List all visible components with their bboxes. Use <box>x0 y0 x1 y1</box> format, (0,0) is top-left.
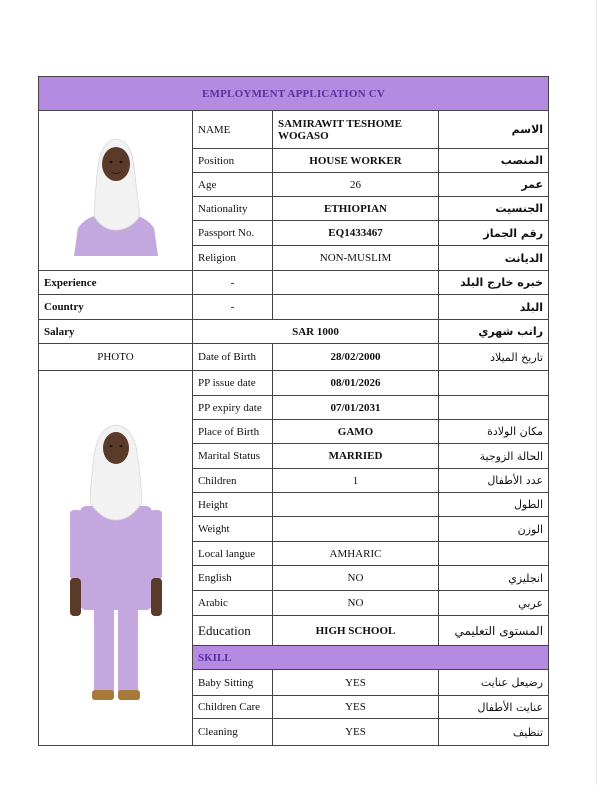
experience-value: - <box>193 271 273 295</box>
cleaning-label-ar: تنظيف <box>439 719 549 746</box>
name-label: NAME <box>193 111 273 149</box>
weight-value <box>273 517 439 542</box>
nationality-label: Nationality <box>193 197 273 221</box>
children-care-label-ar: عنايت الأطفال <box>439 696 549 719</box>
pp-expiry-label: PP expiry date <box>193 396 273 420</box>
children-value: 1 <box>273 469 439 493</box>
passport-label-ar: رقم الجماز <box>439 221 549 246</box>
height-label: Height <box>193 493 273 517</box>
education-label-ar: المستوى التعليمي <box>439 616 549 646</box>
age-label-ar: عمر <box>439 173 549 197</box>
cleaning-value: YES <box>273 719 439 746</box>
country-label-ar: البلد <box>439 295 549 320</box>
religion-value: NON-MUSLIM <box>273 246 439 271</box>
local-lang-label: Local langue <box>193 542 273 566</box>
height-value <box>273 493 439 517</box>
name-label-ar: الاسم <box>439 111 549 149</box>
baby-sitting-label: Baby Sitting <box>193 670 273 696</box>
salary-label: Salary <box>39 320 193 344</box>
arabic-label: Arabic <box>193 591 273 616</box>
pob-label-ar: مكان الولادة <box>439 420 549 444</box>
pp-expiry-value: 07/01/2031 <box>273 396 439 420</box>
height-label-ar: الطول <box>439 493 549 517</box>
children-label-ar: عدد الأطفال <box>439 469 549 493</box>
religion-label-ar: الديانت <box>439 246 549 271</box>
weight-label-ar: الوزن <box>439 517 549 542</box>
local-lang-value: AMHARIC <box>273 542 439 566</box>
children-care-value: YES <box>273 696 439 719</box>
english-label-ar: انجليزي <box>439 566 549 591</box>
english-label: English <box>193 566 273 591</box>
portrait-photo <box>39 111 193 271</box>
weight-label: Weight <box>193 517 273 542</box>
english-value: NO <box>273 566 439 591</box>
skill-header: SKILL <box>193 646 549 670</box>
children-care-label: Children Care <box>193 696 273 719</box>
position-value: HOUSE WORKER <box>273 149 439 173</box>
photo-label: PHOTO <box>39 344 193 371</box>
nationality-label-ar: الجنسيت <box>439 197 549 221</box>
age-value: 26 <box>273 173 439 197</box>
pp-issue-value: 08/01/2026 <box>273 371 439 396</box>
passport-value: EQ1433467 <box>273 221 439 246</box>
dob-label-ar: تاريخ الميلاد <box>439 344 549 371</box>
page-edge-line <box>596 0 597 785</box>
dob-value: 28/02/2000 <box>273 344 439 371</box>
cleaning-label: Cleaning <box>193 719 273 746</box>
experience-label-ar: خبره خارج البلد <box>439 271 549 295</box>
religion-label: Religion <box>193 246 273 271</box>
marital-label: Marital Status <box>193 444 273 469</box>
pp-issue-label: PP issue date <box>193 371 273 396</box>
position-label: Position <box>193 149 273 173</box>
dob-label: Date of Birth <box>193 344 273 371</box>
children-label: Children <box>193 469 273 493</box>
country-value: - <box>193 295 273 320</box>
cv-table <box>38 76 549 746</box>
arabic-value: NO <box>273 591 439 616</box>
marital-value: MARRIED <box>273 444 439 469</box>
country-label: Country <box>39 295 193 320</box>
pob-value: GAMO <box>273 420 439 444</box>
baby-sitting-value: YES <box>273 670 439 696</box>
arabic-label-ar: عربي <box>439 591 549 616</box>
education-value: HIGH SCHOOL <box>273 616 439 646</box>
education-label: Education <box>193 616 273 646</box>
cv-title: EMPLOYMENT APPLICATION CV <box>39 77 549 111</box>
salary-value: SAR 1000 <box>193 320 439 344</box>
baby-sitting-label-ar: رضيعل عنايت <box>439 670 549 696</box>
name-value: SAMIRAWIT TESHOME WOGASO <box>273 111 439 149</box>
position-label-ar: المنصب <box>439 149 549 173</box>
experience-label: Experience <box>39 271 193 295</box>
full-body-photo <box>39 371 193 746</box>
marital-label-ar: الحالة الزوجية <box>439 444 549 469</box>
passport-label: Passport No. <box>193 221 273 246</box>
pob-label: Place of Birth <box>193 420 273 444</box>
nationality-value: ETHIOPIAN <box>273 197 439 221</box>
salary-label-ar: راتب شهري <box>439 320 549 344</box>
age-label: Age <box>193 173 273 197</box>
